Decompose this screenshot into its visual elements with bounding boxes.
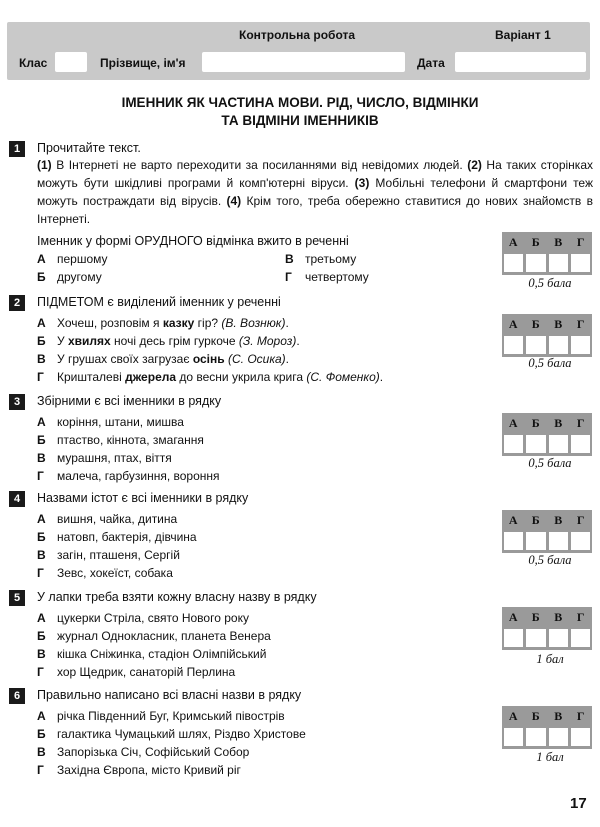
answer-cell[interactable] (504, 336, 523, 354)
option-text: річка Південний Буг, Кримський півострів (57, 709, 285, 723)
option[interactable] (37, 725, 306, 743)
header-variant: Варіант 1 (495, 28, 551, 42)
score-label: 0,5 бала (528, 456, 572, 470)
date-label: Дата (417, 56, 445, 70)
worksheet-header (7, 22, 590, 80)
page-title-line2: ТА ВІДМІНИ ІМЕННИКІВ (221, 113, 379, 128)
option-text: гір? (194, 316, 222, 330)
answer-cell[interactable] (549, 254, 568, 272)
answer-letter: Б (531, 235, 540, 249)
option[interactable] (37, 368, 383, 386)
option-letter: А (37, 415, 46, 429)
class-field[interactable] (55, 52, 87, 72)
question-number: 6 (9, 688, 25, 704)
page-title (60, 94, 540, 130)
page-title-line1: ІМЕННИК ЯК ЧАСТИНА МОВИ. РІД, ЧИСЛО, ВІДМІНКИ (121, 95, 479, 110)
author-citation: (З. Мороз) (238, 334, 297, 348)
sentence-number: (3) (354, 176, 370, 190)
option-text: вишня, чайка, дитина (57, 512, 178, 526)
answer-cell[interactable] (526, 728, 545, 746)
answer-cell[interactable] (526, 336, 545, 354)
options-list (37, 413, 220, 485)
score-label: 1 бал (536, 750, 564, 764)
question-number: 2 (9, 295, 25, 311)
option-text: першому (57, 252, 108, 266)
option-letter: Г (37, 763, 44, 777)
option-letter: Г (37, 665, 44, 679)
answer-cell[interactable] (571, 435, 590, 453)
option-text: мурашня, птах, віття (57, 451, 172, 465)
answer-cell[interactable] (549, 629, 568, 647)
answer-letter: Г (576, 709, 585, 723)
sentence-number: (4) (226, 194, 242, 208)
option-text: Західна Європа, місто Кривий ріг (57, 763, 241, 777)
option-letter: А (37, 252, 46, 266)
option-letter: Б (37, 270, 46, 284)
option-letter: Г (37, 370, 44, 384)
header-title: Контрольна робота (239, 28, 356, 42)
option-letter: В (37, 647, 46, 661)
option-text: малеча, гарбузиння, вороння (57, 469, 220, 483)
answer-letter: В (554, 709, 563, 723)
option[interactable] (37, 546, 197, 564)
option[interactable] (37, 663, 271, 681)
option-text: журнал Однокласник, планета Венера (57, 629, 271, 643)
option[interactable] (37, 314, 383, 332)
answer-cell[interactable] (504, 629, 523, 647)
option-letter: А (37, 512, 46, 526)
answer-letter: Б (531, 709, 540, 723)
answer-letter: А (508, 709, 518, 723)
reading-passage (37, 156, 593, 228)
option[interactable] (285, 250, 356, 268)
answer-letter: Г (576, 317, 585, 331)
answer-letter: В (554, 317, 563, 331)
answer-letter: Г (576, 235, 585, 249)
question-instruction: Прочитайте текст. (37, 141, 141, 155)
answer-letter: Г (576, 513, 585, 527)
question-number: 3 (9, 394, 25, 410)
answer-cell[interactable] (571, 254, 590, 272)
option-letter: Г (285, 270, 292, 284)
answer-letter: Б (531, 610, 540, 624)
option-letter: В (37, 548, 46, 562)
answer-letter: В (554, 416, 563, 430)
answer-cell[interactable] (504, 532, 523, 550)
option[interactable] (285, 268, 369, 286)
answer-grid (502, 706, 592, 749)
option-letter: Г (37, 566, 44, 580)
name-field[interactable] (202, 52, 405, 72)
score-label: 1 бал (536, 652, 564, 666)
answer-grid (502, 413, 592, 456)
option[interactable] (37, 413, 220, 431)
answer-letter: А (508, 235, 518, 249)
date-field[interactable] (455, 52, 586, 72)
sentence-text: Крім того, треба обережно ставитися до нових знайомств в Інтернеті. (37, 194, 593, 226)
answer-letter: А (508, 416, 518, 430)
highlighted-word: осінь (192, 352, 225, 366)
option[interactable] (37, 528, 197, 546)
answer-cell[interactable] (549, 435, 568, 453)
answer-letter: Б (531, 416, 540, 430)
highlighted-word: джерела (125, 370, 177, 384)
question-text: Правильно написано всі власні назви в рядку (37, 688, 302, 702)
sentence-text: Мобільні телефони й смартфони теж можуть постраждати від вірусів. (37, 176, 593, 208)
option[interactable] (37, 467, 220, 485)
score-label: 0,5 бала (528, 276, 572, 290)
answer-letter: В (554, 513, 563, 527)
author-citation: (В. Вознюк) (221, 316, 286, 330)
option-text: цукерки Стріла, свято Нового року (57, 611, 249, 625)
option-text: . (379, 370, 384, 384)
option-text: птаство, кіннота, змагання (57, 433, 204, 447)
options-list (37, 314, 383, 386)
question-text: Назвами істот є всі іменники в рядку (37, 491, 249, 505)
options-list (37, 510, 197, 582)
option-text: Хочеш, розповім я (57, 316, 163, 330)
question-text: У лапки треба взяти кожну власну назву в рядку (37, 590, 317, 604)
option-text: ночі десь грім гуркоче (110, 334, 239, 348)
option-letter: Б (37, 629, 46, 643)
option[interactable] (37, 268, 102, 286)
answer-grid (502, 314, 592, 357)
score-label: 0,5 бала (528, 553, 572, 567)
option-text: У грушах своїх загрузає (57, 352, 193, 366)
option-text: хор Щедрик, санаторій Перлина (57, 665, 236, 679)
options-list (37, 707, 306, 779)
option-letter: А (37, 709, 46, 723)
author-citation: (С. Осика) (227, 352, 286, 366)
option-text: натовп, бактерія, дівчина (57, 530, 197, 544)
answer-cell[interactable] (526, 254, 545, 272)
option-letter: А (37, 611, 46, 625)
option-text: У (57, 334, 68, 348)
answer-letter: Б (531, 317, 540, 331)
sentence-number: (2) (467, 158, 482, 172)
option-letter: В (37, 451, 46, 465)
option-text: . (285, 352, 290, 366)
answer-cell[interactable] (549, 728, 568, 746)
option-text: другому (57, 270, 102, 284)
answer-cell[interactable] (504, 254, 523, 272)
answer-letter: А (508, 513, 518, 527)
option[interactable] (37, 350, 383, 368)
class-label: Клас (19, 56, 48, 70)
option-letter: Б (37, 727, 46, 741)
option[interactable] (37, 332, 383, 350)
answer-cell[interactable] (571, 728, 590, 746)
answer-cell[interactable] (549, 532, 568, 550)
answer-letter: Г (576, 610, 585, 624)
answer-letter: В (554, 235, 563, 249)
option-letter: В (285, 252, 294, 266)
option[interactable] (37, 510, 197, 528)
answer-letter: В (554, 610, 563, 624)
option-text: Запорізька Січ, Софійський Собор (57, 745, 250, 759)
highlighted-word: казку (162, 316, 195, 330)
option[interactable] (37, 707, 306, 725)
author-citation: (С. Фоменко) (306, 370, 380, 384)
sentence-text: В Інтернеті не варто переходити за посиланнями від невідомих людей. (51, 158, 468, 172)
option[interactable] (37, 743, 306, 761)
highlighted-word: хвилях (67, 334, 111, 348)
answer-grid (502, 232, 592, 275)
option-text: до весни укрила крига (176, 370, 307, 384)
options-list (37, 609, 271, 681)
option-text: . (296, 334, 300, 348)
sentence-number: (1) (37, 158, 52, 172)
option-text: третьому (305, 252, 357, 266)
options-grid (37, 250, 397, 286)
answer-cell[interactable] (571, 532, 590, 550)
option-letter: Г (37, 469, 44, 483)
answer-cell[interactable] (526, 532, 545, 550)
option-text: галактика Чумацький шлях, Різдво Христове (57, 727, 306, 741)
page-number: 17 (570, 795, 587, 812)
option-text: Кришталеві (57, 370, 126, 384)
answer-cell[interactable] (504, 435, 523, 453)
question-text: Збірними є всі іменники в рядку (37, 394, 222, 408)
option-letter: Б (37, 433, 46, 447)
option[interactable] (37, 761, 306, 779)
answer-cell[interactable] (549, 336, 568, 354)
answer-cell[interactable] (571, 336, 590, 354)
option-text: Зевс, хокеїст, собака (57, 566, 173, 580)
score-label: 0,5 бала (528, 356, 572, 370)
option-letter: Б (37, 530, 46, 544)
option-letter: В (37, 745, 46, 759)
question-text: ПІДМЕТОМ є виділений іменник у реченні (37, 295, 281, 309)
answer-grid (502, 607, 592, 650)
answer-letter: Г (576, 416, 585, 430)
option-text: коріння, штани, мишва (57, 415, 184, 429)
option[interactable] (37, 250, 108, 268)
answer-cell[interactable] (571, 629, 590, 647)
answer-letter: Б (531, 513, 540, 527)
question-number: 1 (9, 141, 25, 157)
answer-cell[interactable] (504, 728, 523, 746)
question-text: Іменник у формі ОРУДНОГО відмінка вжито в реченні (37, 234, 349, 248)
question-number: 4 (9, 491, 25, 507)
option-letter: В (37, 352, 46, 366)
sentence-text: На таких сторінках можуть бути шкідливі програми й комп'ютерні віруси. (37, 158, 593, 190)
option[interactable] (37, 627, 271, 645)
option-text: . (285, 316, 289, 330)
answer-grid (502, 510, 592, 553)
answer-cell[interactable] (526, 629, 545, 647)
option[interactable] (37, 449, 220, 467)
option-text: четвертому (305, 270, 369, 284)
option-text: кішка Сніжинка, стадіон Олімпійський (57, 647, 267, 661)
option[interactable] (37, 564, 197, 582)
name-label: Прізвище, ім'я (100, 56, 186, 70)
option[interactable] (37, 431, 220, 449)
option-text: загін, пташеня, Сергій (57, 548, 180, 562)
option[interactable] (37, 609, 271, 627)
answer-letter: А (508, 317, 518, 331)
answer-cell[interactable] (526, 435, 545, 453)
answer-letter: А (508, 610, 518, 624)
option-letter: А (37, 316, 46, 330)
option[interactable] (37, 645, 271, 663)
question-number: 5 (9, 590, 25, 606)
option-letter: Б (37, 334, 46, 348)
